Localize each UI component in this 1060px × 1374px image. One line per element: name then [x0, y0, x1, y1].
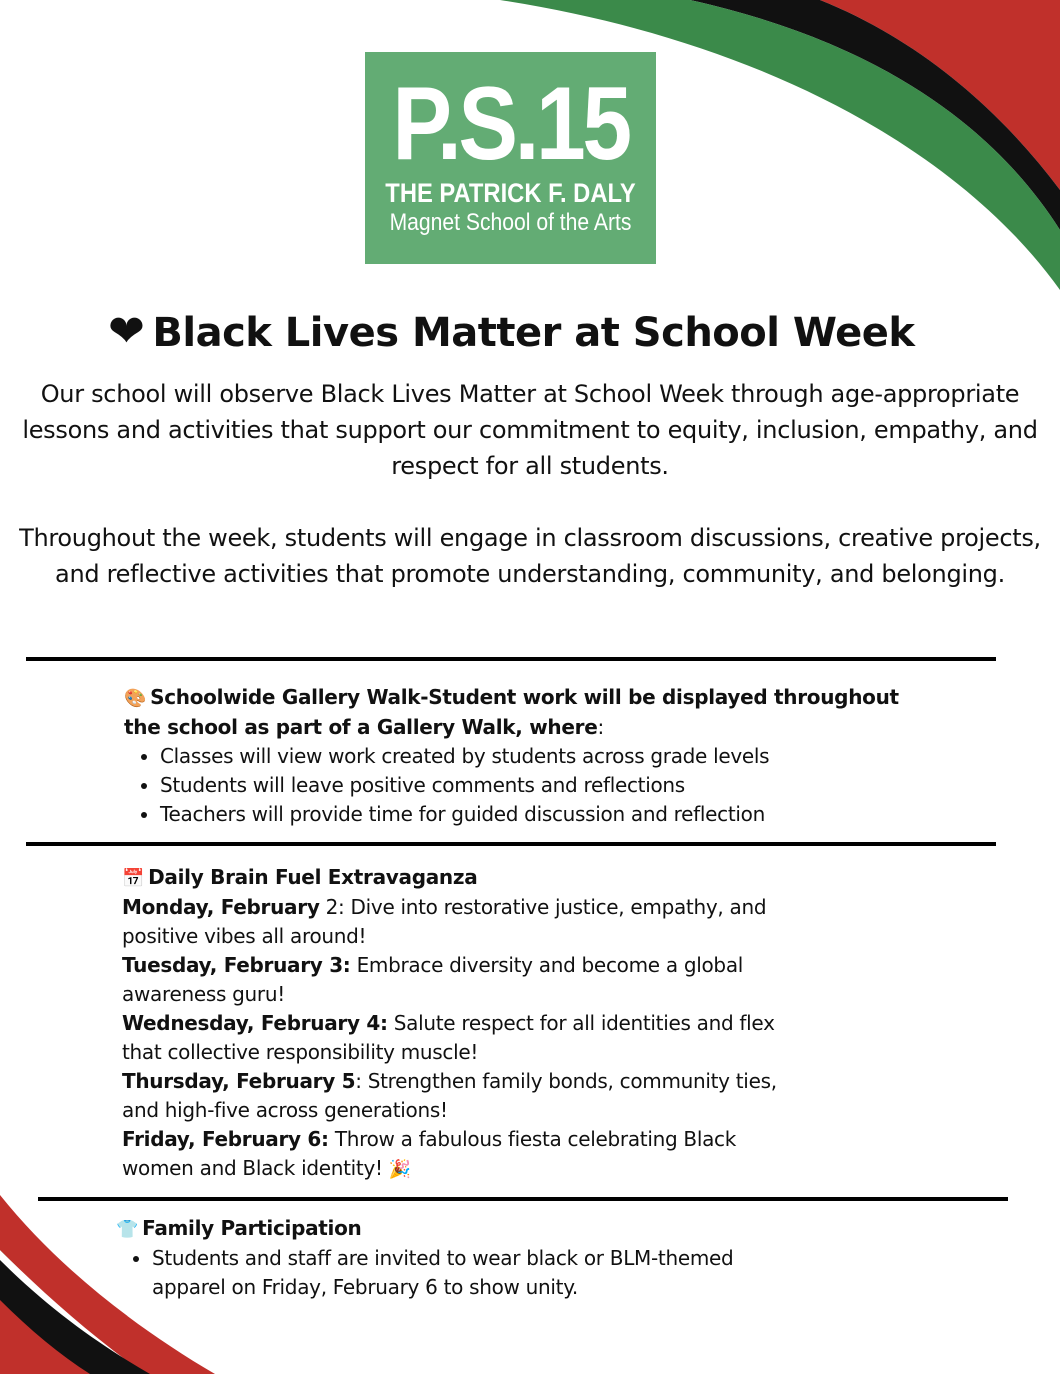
intro-paragraph-2: Throughout the week, students will engage in classroom discussions, creative projects, and reflective activities that promote understanding, community, and belonging. [19, 524, 1041, 588]
day-entry-tuesday: Tuesday, February 3: Embrace diversity and become a global awareness guru! [122, 953, 744, 1006]
divider-2 [26, 842, 996, 846]
list-item: • Students and staff are invited to wear black or BLM-themed apparel on Friday, February 6 to show unity. [152, 1244, 796, 1302]
divider-3 [38, 1197, 1008, 1201]
daily-schedule-heading: 📅 Daily Brain Fuel Extravaganza [122, 865, 478, 889]
intro-paragraph-1: Our school will observe Black Lives Matter at School Week through age-appropriate lessons and activities that support our commitment to equity, inclusion, empathy, and respect for all students. [22, 380, 1038, 480]
day-entry-thursday: Thursday, February 5: Strengthen family bonds, community ties, and high-five across generations! [122, 1069, 777, 1122]
page-title-text: Black Lives Matter at School Week [152, 310, 915, 356]
family-participation-section [116, 1214, 796, 1302]
logo-tagline: Magnet School of the Arts [389, 209, 632, 236]
logo-ps15: P.S.15 [392, 66, 629, 182]
list-item: • Teachers will provide time for guided discussion and reflection [160, 800, 904, 829]
gallery-walk-heading: 🎨 Schoolwide Gallery Walk-Student work will be displayed throughout the school as part of a Gallery Walk, where: [124, 685, 899, 739]
shirt-icon: 👕 [116, 1219, 139, 1240]
daily-schedule-section [122, 863, 782, 1184]
gallery-walk-section [124, 683, 904, 829]
party-popper-icon: 🎉 [388, 1159, 411, 1180]
family-participation-heading: 👕 Family Participation [116, 1216, 362, 1240]
day-entry-monday: Monday, February 2: Dive into restorative justice, empathy, and positive vibes all around! [122, 895, 767, 948]
calendar-icon: 📅 [122, 868, 145, 889]
day-entry-wednesday: Wednesday, February 4: Salute respect for all identities and flex that collective responsibility muscle! [122, 1011, 775, 1064]
divider-1 [26, 657, 996, 661]
page-title [108, 306, 914, 359]
list-item: • Students will leave positive comments and reflections [160, 771, 904, 800]
list-item: • Classes will view work created by students across grade levels [160, 742, 904, 771]
school-logo [365, 52, 656, 264]
logo-school-name: THE PATRICK F. DALY [385, 178, 636, 208]
black-heart-icon: ❤ [108, 306, 145, 357]
family-participation-list [116, 1244, 796, 1302]
palette-icon: 🎨 [124, 688, 147, 709]
gallery-walk-list [124, 742, 904, 829]
day-entry-friday: Friday, February 6: Throw a fabulous fiesta celebrating Black women and Black identity! 🎉 [122, 1127, 737, 1180]
